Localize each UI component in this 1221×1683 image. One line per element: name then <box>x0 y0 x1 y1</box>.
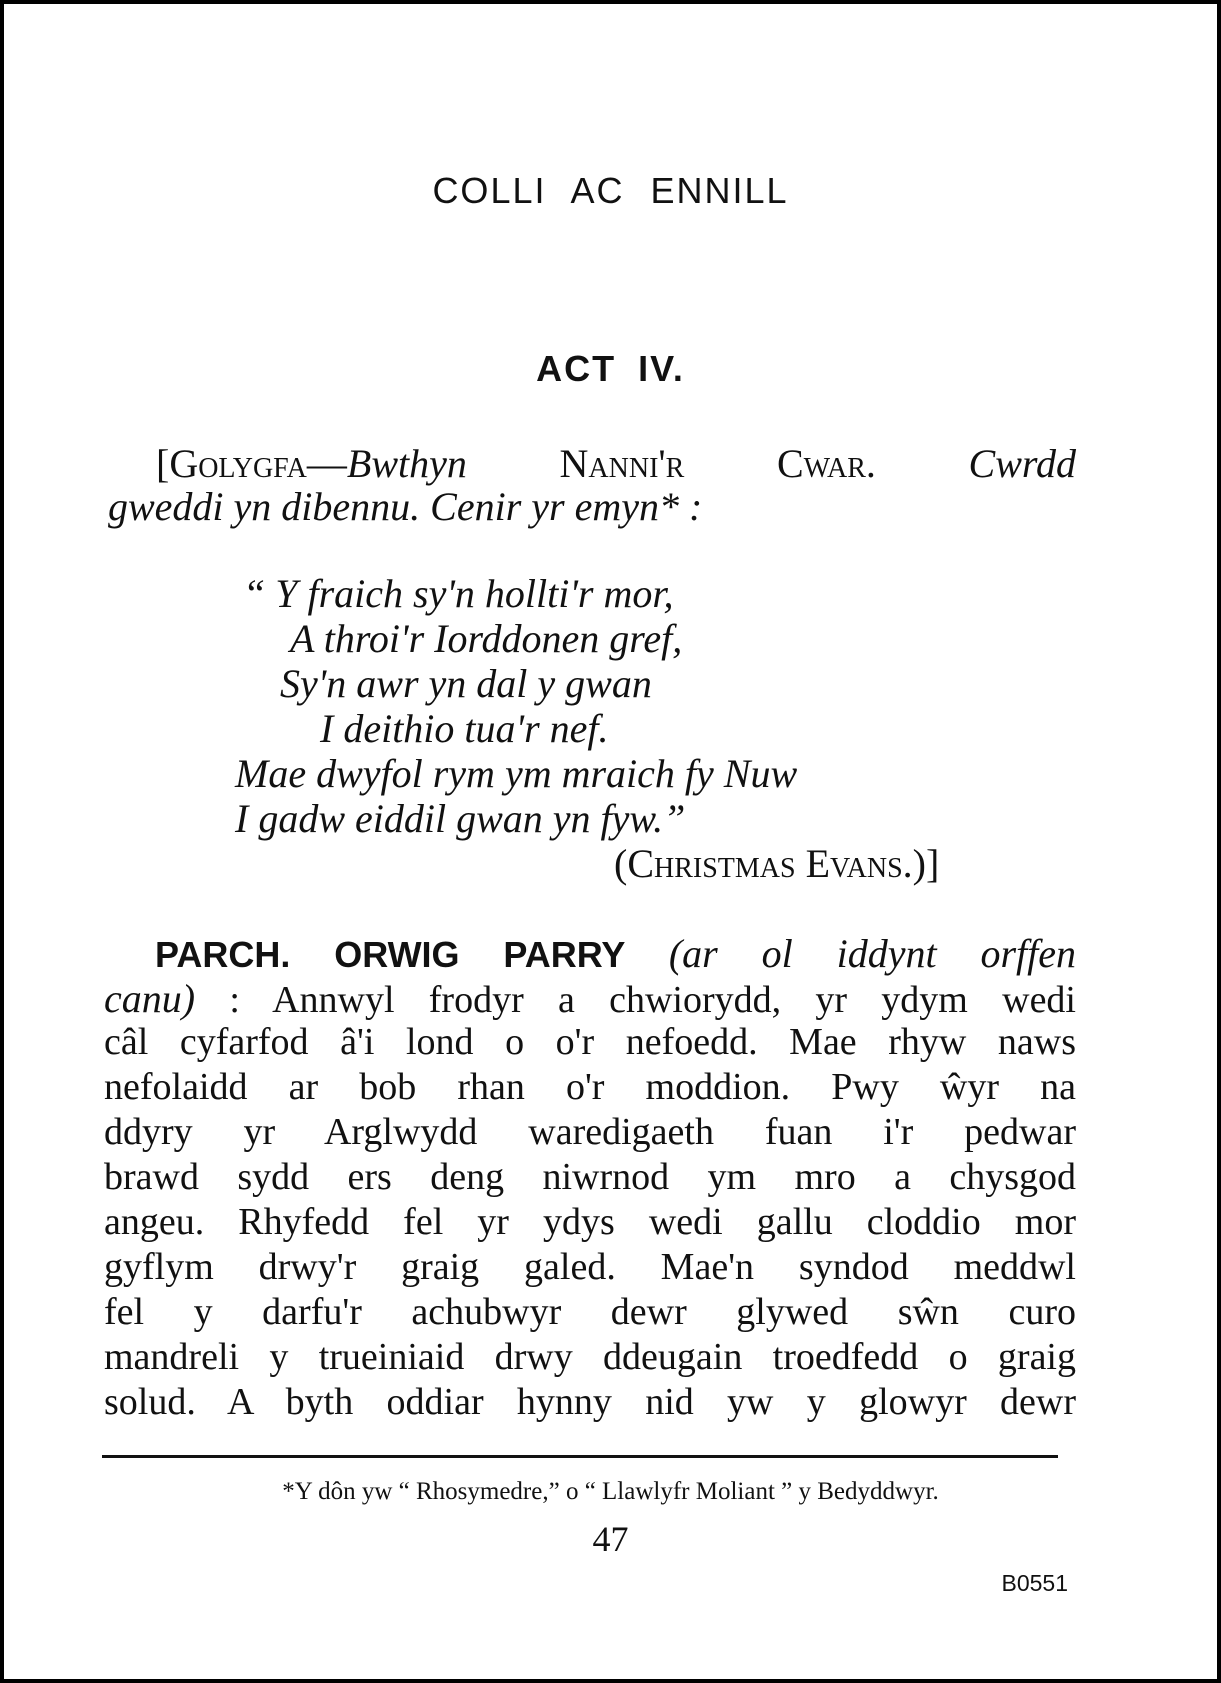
speaker-direction-end: canu) <box>104 976 196 1021</box>
act-heading: ACT IV. <box>536 348 685 389</box>
speech-line-2 <box>104 975 1076 1022</box>
speech-line: brawd sydd ers deng niwrnod ym mro a chysgod <box>104 1156 1076 1198</box>
hymn-line: I gadw eiddil gwan yn fyw.” <box>235 796 686 841</box>
speech-line-1 <box>155 930 1076 977</box>
hymn-line: Mae dwyfol rym ym mraich fy Nuw <box>235 751 798 796</box>
speech-line: fel y darfu'r achubwyr dewr glywed sŵn curo <box>104 1291 1076 1333</box>
hymn-line: Sy'n awr yn dal y gwan <box>280 661 652 706</box>
speech-line: gyflym drwy'r graig galed. Mae'n syndod meddwl <box>104 1246 1076 1288</box>
page-number: 47 <box>592 1519 629 1559</box>
speech-text: : Annwyl frodyr a chwiorydd, yr ydym wedi <box>229 979 1076 1021</box>
scene-label: [Golygfa— <box>156 441 347 486</box>
footnote: *Y dôn yw “ Rhosymedre,” o “ Llawlyfr Moliant ” y Bedyddwyr. <box>282 1478 939 1505</box>
document-code: B0551 <box>1001 1570 1068 1596</box>
speech-line: mandreli y trueiniaid drwy ddeugain troedfedd o graig <box>104 1336 1076 1378</box>
speech-line: nefolaidd ar bob rhan o'r moddion. Pwy ŵyr na <box>104 1066 1076 1108</box>
stage-direction-line-2: gweddi yn dibennu. Cenir yr emyn* : <box>108 484 703 529</box>
speech-line: câl cyfarfod â'i lond o o'r nefoedd. Mae rhyw naws <box>104 1021 1076 1063</box>
footnote-rule <box>102 1455 1058 1458</box>
speaker-name: PARCH. ORWIG PARRY <box>155 934 626 975</box>
hymn-line: I deithio tua'r nef. <box>320 706 609 751</box>
speech-line: ddyry yr Arglwydd waredigaeth fuan i'r pedwar <box>104 1111 1076 1153</box>
speech-line: angeu. Rhyfedd fel yr ydys wedi gallu cloddio mor <box>104 1201 1076 1243</box>
scene-place: Bwthyn <box>346 441 467 486</box>
hymn-line: “ Y fraich sy'n hollti'r mor, <box>243 571 674 616</box>
running-title: COLLI AC ENNILL <box>432 170 789 211</box>
scene-name: Nanni'r Cwar. <box>559 441 876 486</box>
scene-text: Cwrdd <box>968 441 1076 486</box>
stage-direction-line-1 <box>156 440 1076 487</box>
speech-line: solud. A byth oddiar hynny nid yw y glowyr dewr <box>104 1381 1076 1423</box>
hymn-line: A throi'r Iorddonen gref, <box>290 616 683 661</box>
hymn-attribution: (Christmas Evans.)] <box>614 841 940 886</box>
speaker-direction: (ar ol iddynt orffen <box>668 931 1077 976</box>
